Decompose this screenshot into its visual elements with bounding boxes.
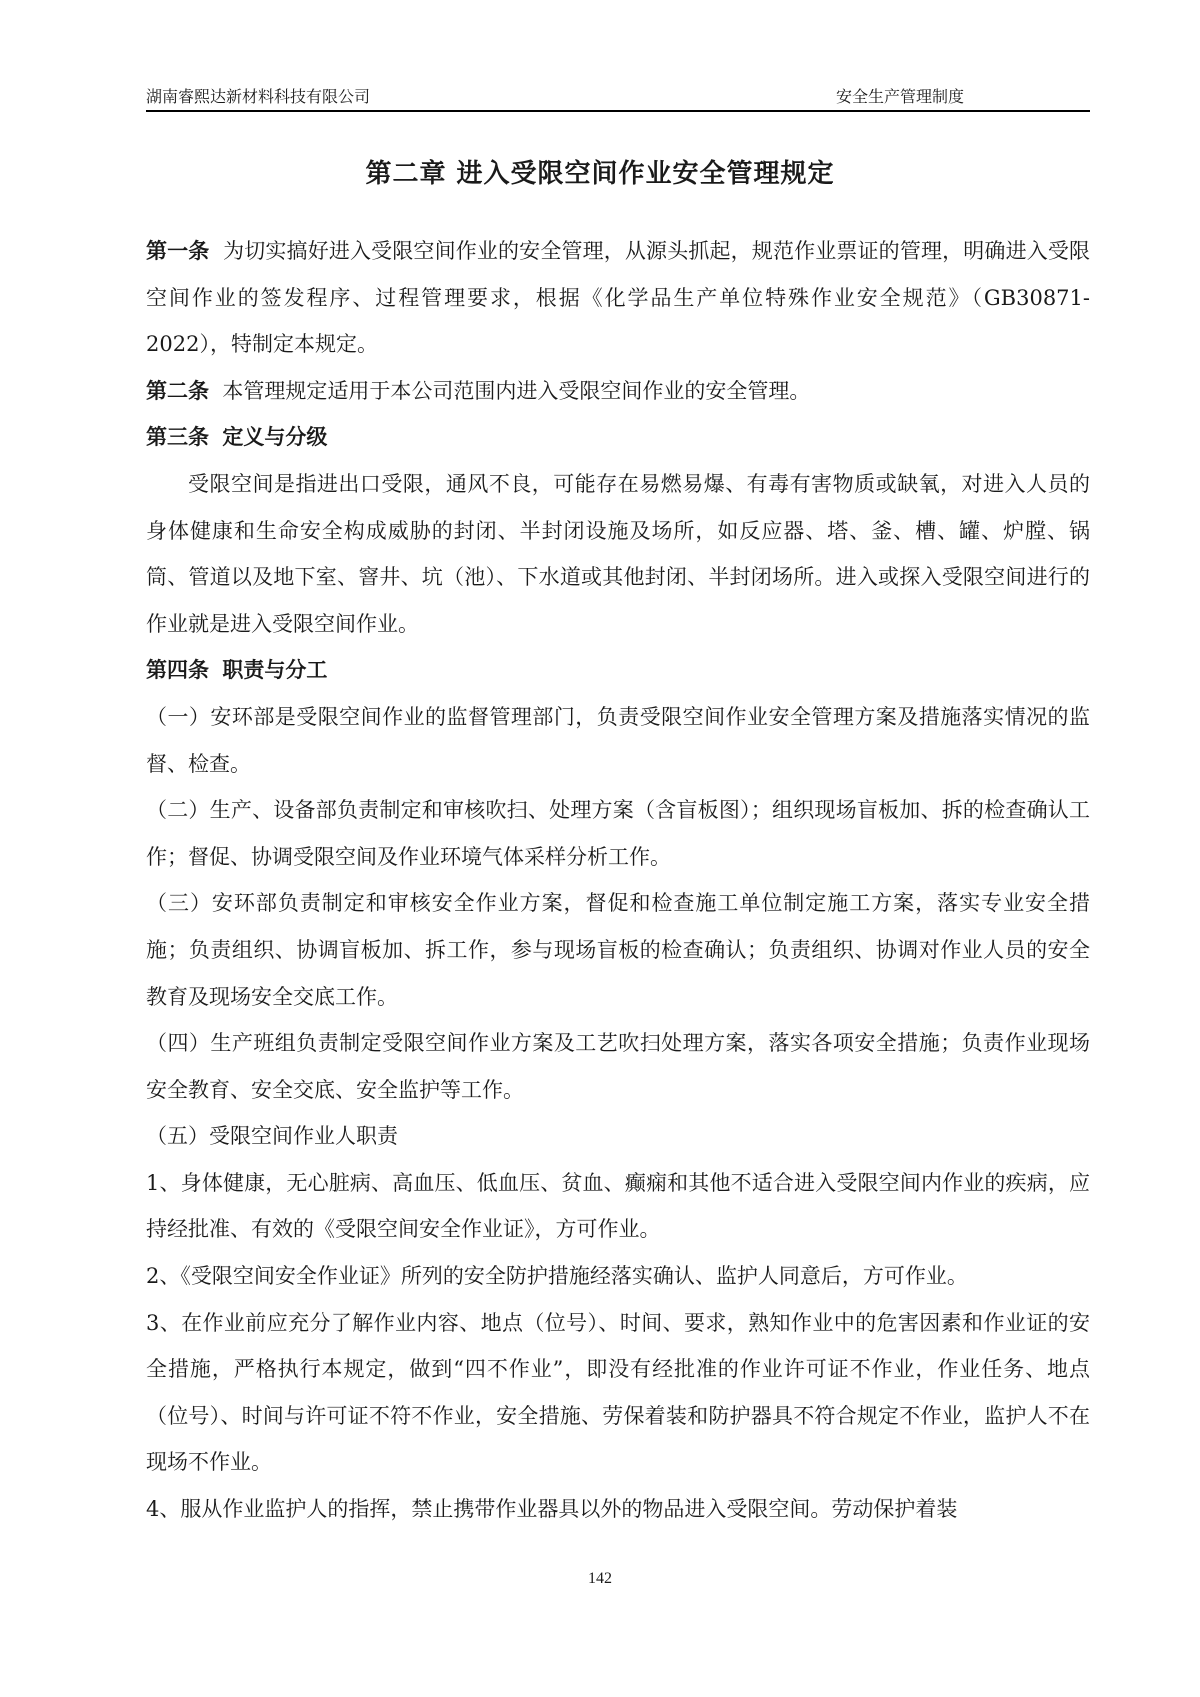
worker-duty: 4、服从作业监护人的指挥，禁止携带作业器具以外的物品进入受限空间。劳动保护着装 <box>146 1497 958 1522</box>
responsibility-item: （二）生产、设备部负责制定和审核吹扫、处理方案（含盲板图）；组织现场盲板加、拆的检查确认工作；督促、协调受限空间及作业环境气体采样分析工作。 <box>146 798 1090 869</box>
responsibility-item: （四）生产班组负责制定受限空间作业方案及工艺吹扫处理方案，落实各项安全措施；负责作业现场安全教育、安全交底、安全监护等工作。 <box>146 1031 1090 1102</box>
article-3-heading <box>146 414 1090 461</box>
article-1-text: 为切实搞好进入受限空间作业的安全管理，从源头抓起，规范作业票证的管理，明确进入受限空间作业的签发程序、过程管理要求，根据《化学品生产单位特殊作业安全规范》（GB30871-2022），特制定本规定。 <box>146 239 1091 357</box>
article-3-label: 第三条 <box>146 425 209 450</box>
article-1 <box>146 228 1090 368</box>
article-3-title: 定义与分级 <box>222 425 328 450</box>
article-3-text: 受限空间是指进出口受限，通风不良，可能存在易燃易爆、有毒有害物质或缺氧，对进入人员的身体健康和生命安全构成威胁的封闭、半封闭设施及场所，如反应器、塔、釜、槽、罐、炉膛、锅筒、管道以及地下室、窨井、坑（池）、下水道或其他封闭、半封闭场所。进入或探入受限空间进行的作业就是进入受限空间作业。 <box>146 471 1090 636</box>
chapter-title: 第二章 进入受限空间作业安全管理规定 <box>365 159 835 189</box>
responsibility-item: （五）受限空间作业人职责 <box>146 1124 398 1149</box>
responsibility-item: （一）安环部是受限空间作业的监督管理部门，负责受限空间作业安全管理方案及措施落实情况的监督、检查。 <box>146 704 1090 776</box>
article-1-label: 第一条 <box>146 239 210 263</box>
worker-duty: 3、在作业前应充分了解作业内容、地点（位号）、时间、要求，熟知作业中的危害因素和作业证的安全措施，严格执行本规定，做到“四不作业”，即没有经批准的作业许可证不作业，作业任务、地点（位号）、时间与许可证不符不作业，安全措施、劳保着装和防护器具不符合规定不作业，监护人不在现场不作业。 <box>146 1310 1090 1475</box>
responsibility-item: （三）安环部负责制定和审核安全作业方案，督促和检查施工单位制定施工方案，落实专业安全措施；负责组织、协调盲板加、拆工作，参与现场盲板的检查确认；负责组织、协调对作业人员的安全教育及现场安全交底工作。 <box>146 891 1090 1009</box>
article-2 <box>146 368 1090 415</box>
article-2-text: 本管理规定适用于本公司范围内进入受限空间作业的安全管理。 <box>222 378 811 403</box>
document-body <box>146 228 1090 1533</box>
article-4-title: 职责与分工 <box>222 658 328 683</box>
company-name: 湖南睿熙达新材料科技有限公司 <box>146 87 371 106</box>
page-number: 142 <box>588 1570 612 1587</box>
article-4-heading <box>146 647 1090 694</box>
document-name: 安全生产管理制度 <box>836 87 965 106</box>
worker-duty: 1、身体健康，无心脏病、高血压、低血压、贫血、癫痫和其他不适合进入受限空间内作业的疾病，应持经批准、有效的《受限空间安全作业证》，方可作业。 <box>146 1170 1090 1242</box>
worker-duty: 2、《受限空间安全作业证》所列的安全防护措施经落实确认、监护人同意后，方可作业。 <box>146 1264 968 1289</box>
article-2-label: 第二条 <box>146 378 209 403</box>
page-header <box>146 82 1090 112</box>
article-4-label: 第四条 <box>146 658 209 683</box>
